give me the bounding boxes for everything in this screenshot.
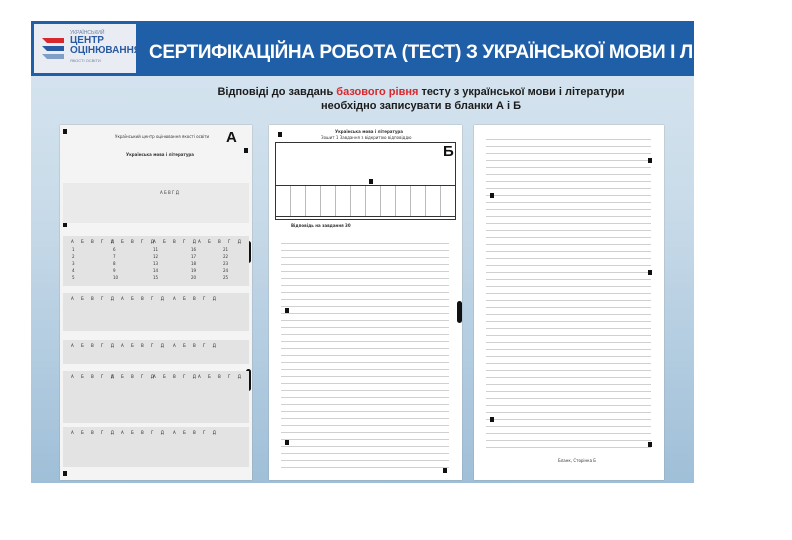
corner-marker bbox=[490, 193, 494, 198]
row-number: 18 bbox=[191, 261, 197, 266]
row-number: 9 bbox=[113, 268, 116, 273]
col-header: А Б В Г Д bbox=[173, 343, 219, 348]
row-numbers bbox=[191, 246, 196, 281]
row-number: 2 bbox=[72, 254, 75, 259]
corner-marker bbox=[648, 270, 652, 275]
code-grid bbox=[275, 185, 456, 217]
corner-marker bbox=[648, 158, 652, 163]
row-number: 13 bbox=[153, 261, 159, 266]
row-number: 22 bbox=[223, 254, 229, 259]
row-number: 20 bbox=[191, 275, 197, 280]
corner-marker bbox=[244, 148, 248, 153]
logo-line3: ОЦІНЮВАННЯ bbox=[70, 45, 141, 56]
corner-marker bbox=[63, 471, 67, 476]
col-header: А Б В Г Д bbox=[153, 239, 199, 244]
col-header: А Б В Г Д bbox=[173, 430, 219, 435]
row-numbers bbox=[223, 246, 228, 281]
corner-marker bbox=[285, 440, 289, 445]
corner-marker bbox=[278, 132, 282, 137]
subtitle-line2: необхідно записувати в бланки А і Б bbox=[320, 100, 522, 112]
row-number: 17 bbox=[191, 254, 197, 259]
sheet-b-header2: Зошит 1 Завдання з відкритою відповіддю bbox=[321, 135, 412, 140]
answer-sheet-continuation bbox=[474, 125, 664, 480]
col-header: А Б В Г Д bbox=[71, 343, 117, 348]
row-numbers bbox=[72, 246, 75, 281]
logo-icon bbox=[40, 34, 66, 64]
header-bar bbox=[31, 21, 792, 76]
row-number: 19 bbox=[191, 268, 197, 273]
logo-text bbox=[70, 30, 141, 63]
row-number: 6 bbox=[113, 247, 116, 252]
answer-lines bbox=[486, 133, 651, 453]
page-title: СЕРТИФІКАЦІЙНА РОБОТА (ТЕСТ) З УКРАЇНСЬКОЇ МОВИ І ЛІТЕРАТУРИ bbox=[149, 42, 792, 63]
row-number: 12 bbox=[153, 254, 159, 259]
logo-line1: УКРАЇНСЬКИЙ bbox=[70, 30, 105, 36]
row-number: 23 bbox=[223, 261, 229, 266]
corner-marker bbox=[369, 179, 373, 184]
row-number: 16 bbox=[191, 247, 197, 252]
answer-sheet-a bbox=[60, 125, 252, 480]
row-number: 24 bbox=[223, 268, 229, 273]
corner-marker bbox=[490, 417, 494, 422]
row-number: 11 bbox=[153, 247, 159, 252]
col-header: А Б В Г Д bbox=[71, 430, 117, 435]
row-number: 4 bbox=[72, 268, 75, 273]
col-header: А Б В Г Д bbox=[111, 374, 157, 379]
row-numbers bbox=[153, 246, 158, 281]
corner-marker bbox=[63, 129, 67, 134]
subtitle-highlight: базового рівня bbox=[336, 86, 419, 98]
subtitle-part2: тесту з української мови і літератури bbox=[418, 86, 625, 98]
col-header: А Б В Г Д bbox=[198, 374, 244, 379]
col-header: А Б В Г Д bbox=[71, 296, 117, 301]
col-header: А Б В Г Д bbox=[153, 374, 199, 379]
sheet-c-footer: Бланк, Сторінка Б bbox=[558, 458, 597, 463]
sheet-a-header: Український центр оцінювання якості освіти bbox=[115, 134, 210, 139]
col-header: А Б В Г Д bbox=[198, 239, 244, 244]
col-header: А Б В Г Д bbox=[71, 239, 117, 244]
row-number: 25 bbox=[223, 275, 229, 280]
logo-line2: ЦЕНТР bbox=[70, 35, 104, 46]
row-number: 1 bbox=[72, 247, 75, 252]
col-header: А Б В Г Д bbox=[121, 430, 167, 435]
sheet-a-letter: А bbox=[226, 129, 237, 146]
row-number: 3 bbox=[72, 261, 75, 266]
sheet-a-subject: Українська мова і література bbox=[126, 152, 194, 157]
logo bbox=[34, 24, 141, 73]
sheet-b-letter: Б bbox=[443, 143, 454, 160]
instructions-block bbox=[63, 183, 249, 223]
choice-header: А Б В Г Д bbox=[160, 190, 179, 195]
subtitle bbox=[181, 85, 661, 113]
answers-block-3 bbox=[63, 340, 249, 364]
row-number: 15 bbox=[153, 275, 159, 280]
row-number: 5 bbox=[72, 275, 75, 280]
corner-marker bbox=[648, 442, 652, 447]
answers-block-1 bbox=[63, 236, 249, 286]
row-number: 14 bbox=[153, 268, 159, 273]
sheet-b-header1: Українська мова і література bbox=[335, 129, 403, 134]
row-number: 8 bbox=[113, 261, 116, 266]
answers-block-2 bbox=[63, 293, 249, 331]
col-header: А Б В Г Д bbox=[71, 374, 117, 379]
row-number: 7 bbox=[113, 254, 116, 259]
col-header: А Б В Г Д bbox=[121, 343, 167, 348]
logo-line4: ЯКОСТІ ОСВІТИ bbox=[70, 58, 101, 63]
col-header: А Б В Г Д bbox=[173, 296, 219, 301]
answers-block-5 bbox=[63, 427, 249, 467]
answer-sheet-b bbox=[269, 125, 462, 480]
slide bbox=[31, 21, 792, 483]
answers-block-4 bbox=[63, 371, 249, 423]
corner-marker bbox=[285, 308, 289, 313]
col-header: А Б В Г Д bbox=[121, 296, 167, 301]
subtitle-part1: Відповіді до завдань bbox=[217, 86, 337, 98]
row-numbers bbox=[113, 246, 118, 281]
side-tab bbox=[457, 301, 462, 323]
row-number: 21 bbox=[223, 247, 229, 252]
col-header: А Б В Г Д bbox=[111, 239, 157, 244]
sheet-b-answer-label: Відповідь на завдання 30 bbox=[291, 223, 351, 228]
answer-lines bbox=[281, 237, 449, 473]
corner-marker bbox=[443, 468, 447, 473]
row-number: 10 bbox=[113, 275, 119, 280]
